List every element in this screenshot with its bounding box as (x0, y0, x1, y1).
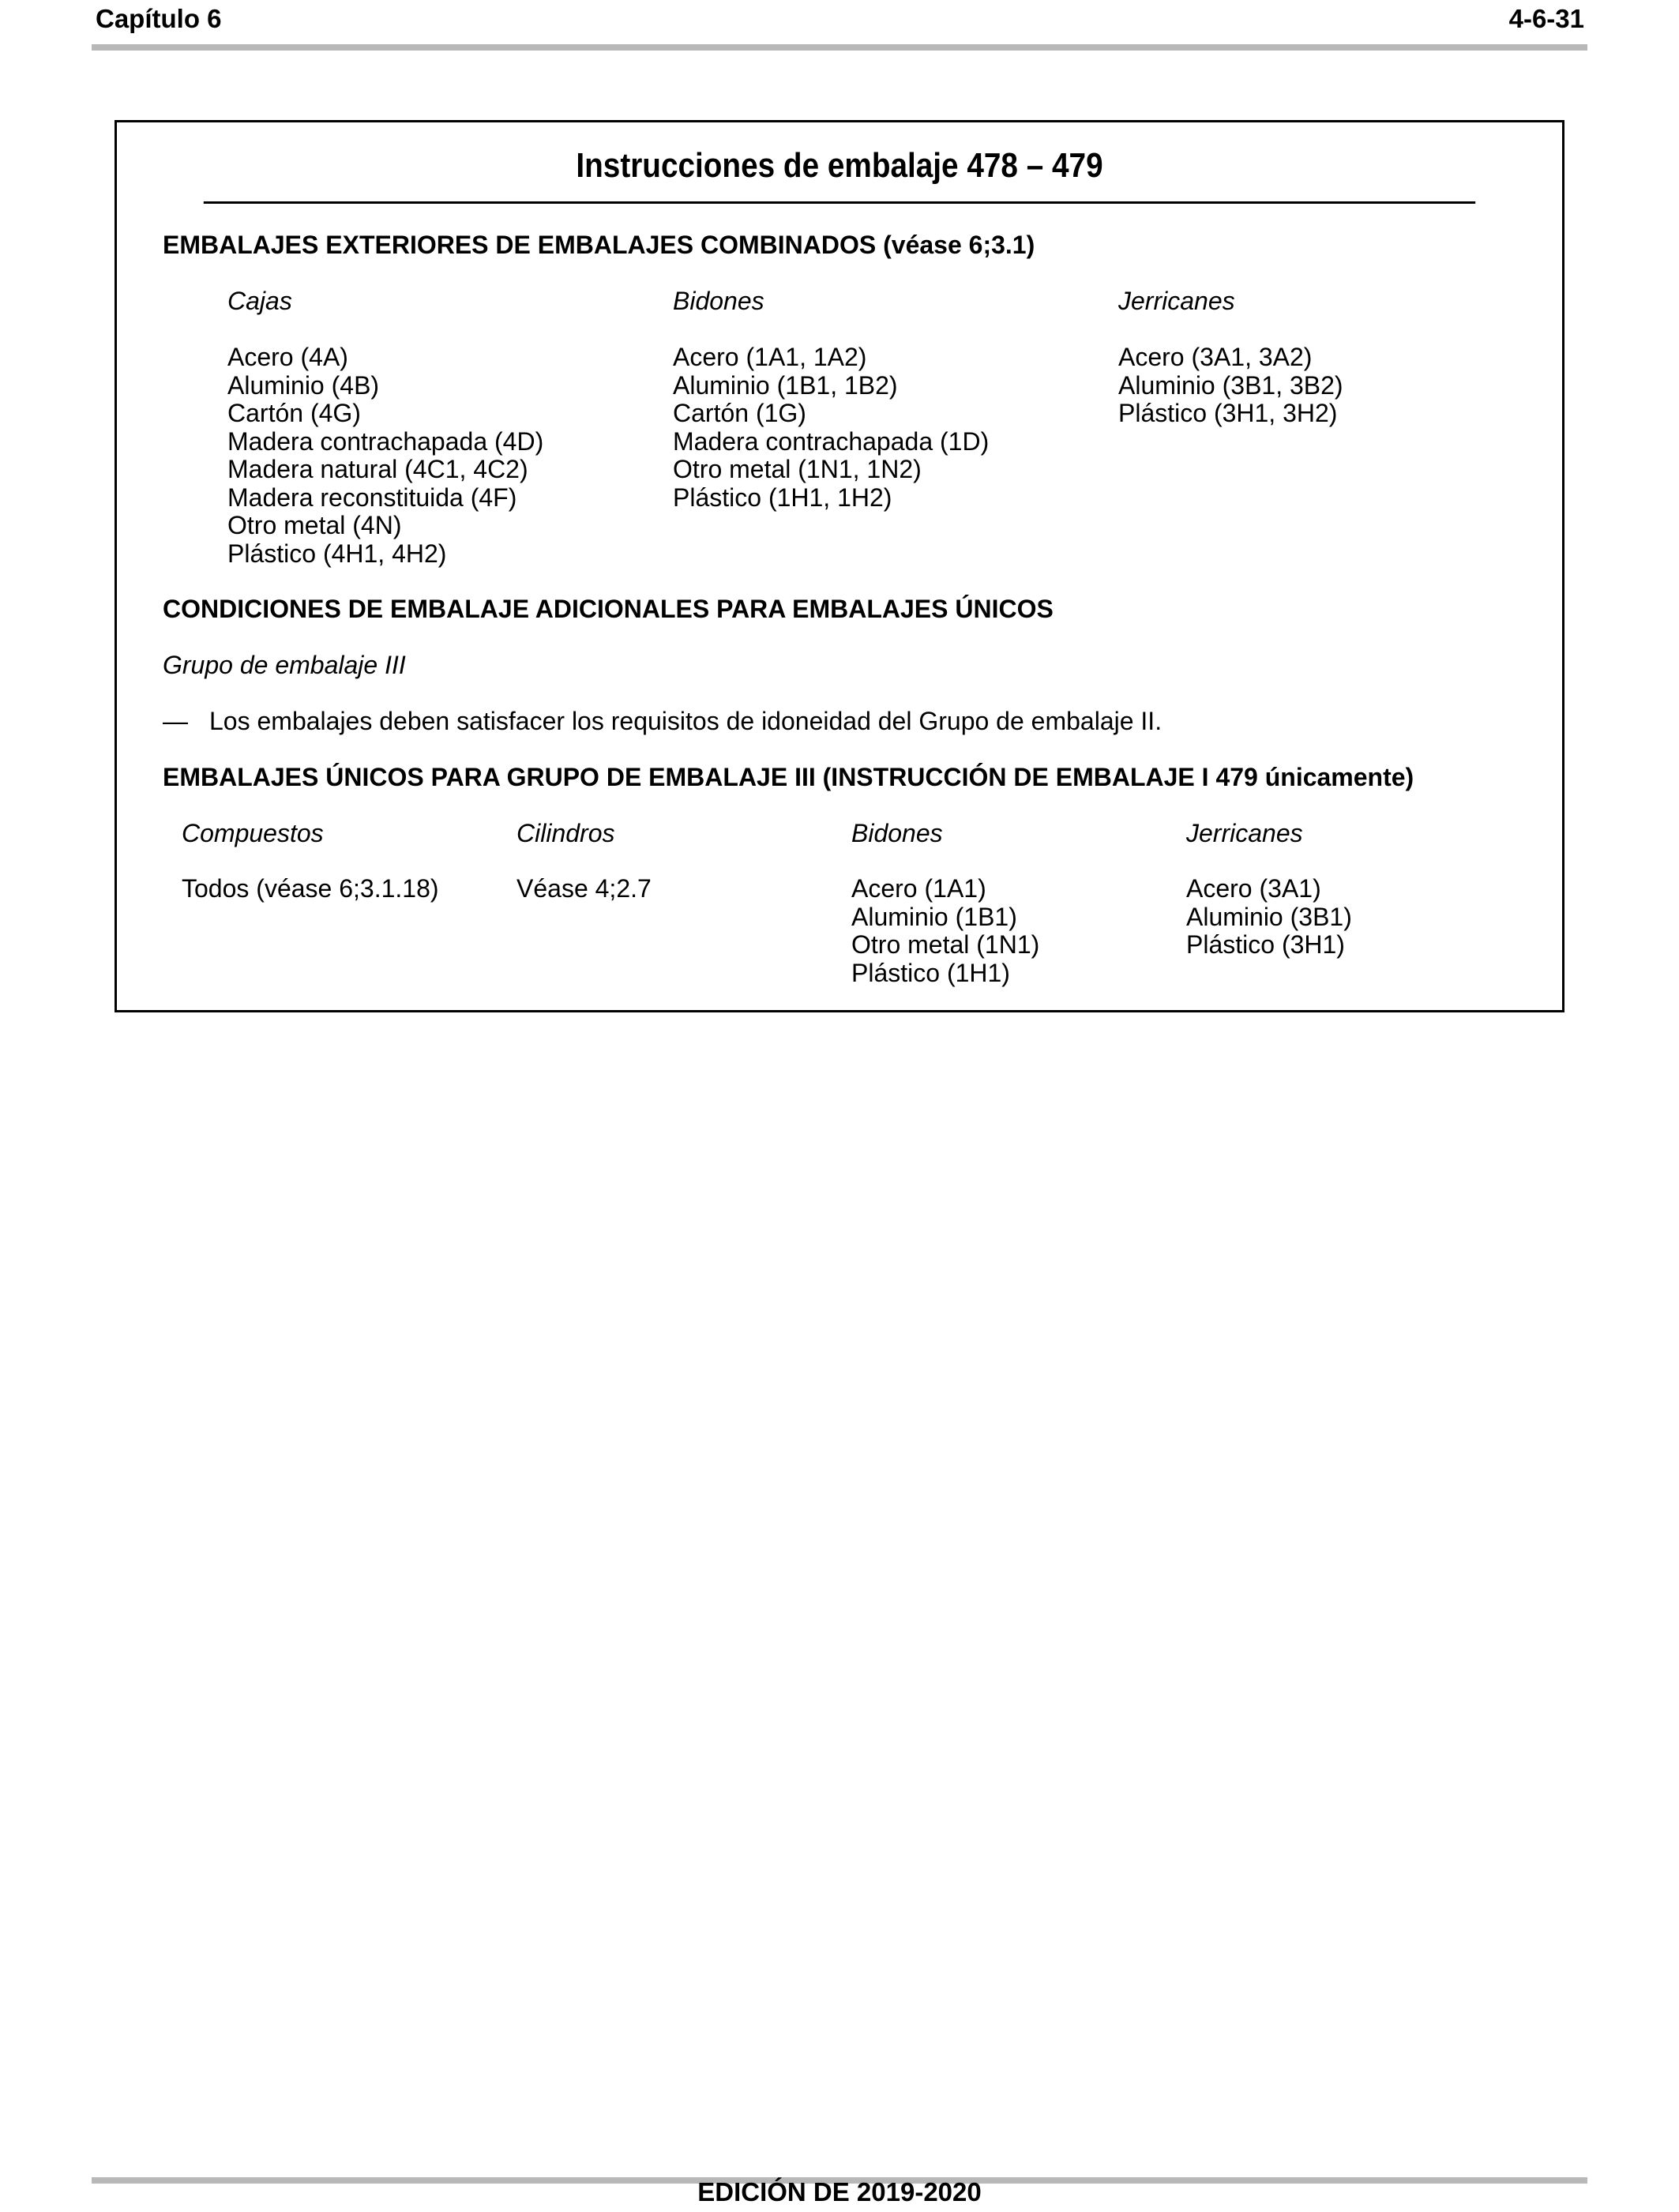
outer-col-title-bidones: Bidones (673, 287, 764, 315)
single-col-list-compuestos (182, 875, 439, 903)
list-item: Véase 4;2.7 (516, 874, 652, 903)
list-item: Acero (3A1) (1186, 874, 1321, 903)
list-item: Aluminio (3B1, 3B2) (1118, 370, 1343, 400)
list-item: Plástico (1H1, 1H2) (673, 483, 892, 512)
list-item: Cartón (1G) (673, 399, 806, 427)
list-item: Plástico (1H1) (851, 958, 1010, 987)
list-item: Madera reconstituida (4F) (227, 483, 517, 512)
bullet-dash: — (163, 707, 188, 735)
running-header-chapter: Capítulo 6 (96, 4, 222, 33)
conditions-heading: CONDICIONES DE EMBALAJE ADICIONALES PARA EMBALAJES ÚNICOS (163, 595, 1054, 623)
list-item: Otro metal (4N) (227, 511, 402, 539)
packing-group-label: Grupo de embalaje III (163, 651, 406, 679)
list-item: Aluminio (1B1) (851, 902, 1017, 931)
list-item: Otro metal (1N1) (851, 930, 1040, 959)
list-item: Plástico (3H1, 3H2) (1118, 399, 1338, 427)
list-item: Todos (véase 6;3.1.18) (182, 874, 439, 903)
list-item: Otro metal (1N1, 1N2) (673, 455, 922, 483)
outer-col-title-cajas: Cajas (227, 287, 292, 315)
list-item: Acero (1A1, 1A2) (673, 343, 867, 371)
list-item: Aluminio (1B1, 1B2) (673, 370, 898, 400)
single-col-title-jerricanes: Jerricanes (1186, 819, 1303, 847)
single-col-list-bidones (851, 875, 1039, 987)
single-col-list-cilindros (516, 875, 652, 903)
outer-col-title-jerricanes: Jerricanes (1118, 287, 1235, 315)
single-packaging-heading: EMBALAJES ÚNICOS PARA GRUPO DE EMBALAJE III (INSTRUCCIÓN DE EMBALAJE I 479 únicamente) (163, 763, 1414, 791)
condition-text: Los embalajes deben satisfacer los requisitos de idoneidad del Grupo de embalaje II. (209, 707, 1163, 735)
list-item: Cartón (4G) (227, 399, 361, 427)
outer-col-list-bidones (673, 344, 989, 512)
header-rule (92, 44, 1587, 51)
list-item: Plástico (3H1) (1186, 930, 1345, 959)
list-item: Madera contrachapada (1D) (673, 426, 990, 456)
single-col-title-compuestos: Compuestos (182, 819, 324, 847)
box-title: Instrucciones de embalaje 478 – 479 (204, 122, 1475, 204)
outer-col-list-jerricanes (1118, 344, 1343, 428)
list-item: Acero (1A1) (851, 874, 986, 903)
list-item: Madera contrachapada (4D) (227, 426, 544, 456)
packing-instruction-box (115, 120, 1564, 1012)
list-item: Aluminio (3B1) (1186, 902, 1352, 931)
single-col-list-jerricanes (1186, 875, 1352, 960)
list-item: Aluminio (4B) (227, 370, 380, 400)
outer-packaging-heading: EMBALAJES EXTERIORES DE EMBALAJES COMBINADOS (véase 6;3.1) (163, 231, 1035, 259)
single-col-title-bidones: Bidones (851, 819, 943, 847)
single-col-title-cilindros: Cilindros (516, 819, 615, 847)
list-item: Acero (4A) (227, 343, 348, 371)
outer-col-list-cajas (227, 344, 543, 568)
list-item: Acero (3A1, 3A2) (1118, 343, 1313, 371)
running-header-page-number: 4-6-31 (1508, 4, 1584, 33)
list-item: Madera natural (4C1, 4C2) (227, 455, 528, 483)
list-item: Plástico (4H1, 4H2) (227, 539, 447, 568)
running-footer-edition: EDICIÓN DE 2019-2020 (697, 2177, 982, 2206)
